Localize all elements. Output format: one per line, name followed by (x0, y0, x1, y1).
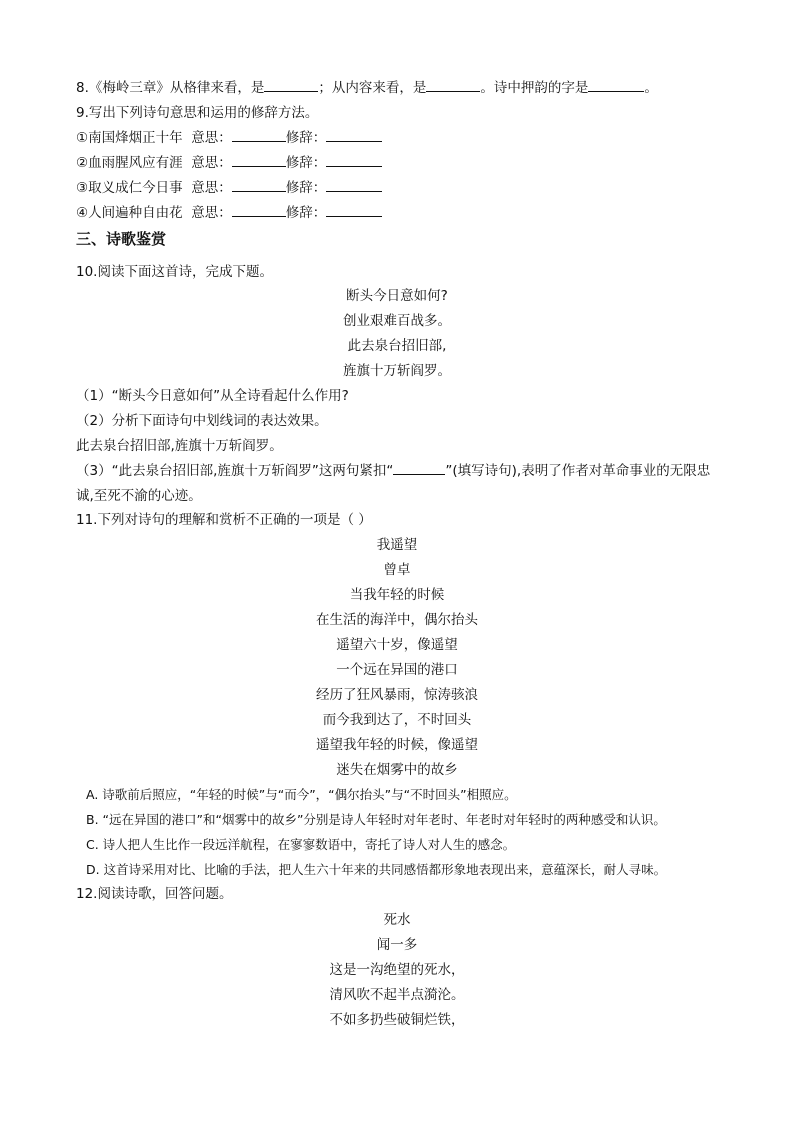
q9-item (76, 129, 382, 147)
q9-item (76, 154, 382, 172)
q11-poem-line: 遥望六十岁，像遥望 (336, 637, 458, 653)
q11-poem-line: 迷失在烟雾中的故乡 (336, 762, 458, 778)
q10-sub3-blank[interactable] (393, 462, 445, 475)
q10-poem-line: 断头今日意如何? (346, 288, 448, 304)
q10-sub3-text-a: （3）“此去泉台招旧部,旌旗十万斩阎罗”这两句紧扣“ (76, 463, 394, 479)
q11-poem-line: 在生活的海洋中，偶尔抬头 (316, 612, 478, 628)
q11-option-c[interactable]: C. 诗人把人生比作一段远洋航程，在寥寥数语中，寄托了诗人对人生的感念。 (86, 837, 516, 852)
q12-poem-author: 闻一多 (376, 937, 418, 953)
q9-rhetoric-label: 修辞： (285, 130, 327, 146)
q11-poem-author: 曾卓 (383, 562, 411, 578)
q8-text-c: 。诗中押韵的字是 (480, 80, 589, 96)
q9-rhetoric-blank[interactable] (326, 204, 382, 217)
q9-rhetoric-label: 修辞： (285, 155, 327, 171)
q9-item (76, 204, 382, 222)
q10-poem-line: 此去泉台招旧部, (347, 338, 447, 354)
q11-title: 11.下列对诗句的理解和赏析不正确的一项是（ ） (76, 512, 372, 528)
q9-meaning-label: 意思： (191, 180, 232, 196)
q12-poem-line: 清风吹不起半点漪沦。 (329, 987, 465, 1003)
q8-blank-rhyme[interactable] (588, 79, 644, 92)
q11-option-b[interactable]: B. “远在异国的港口”和“烟雾中的故乡”分别是诗人年轻时对年老时、年老时对年轻时的两种感受和认识。 (86, 812, 666, 827)
q10-poem-line: 创业艰难百战多。 (343, 313, 451, 329)
q9-meaning-label: 意思： (191, 155, 232, 171)
q9-rhetoric-blank[interactable] (326, 179, 382, 192)
q9-meaning-label: 意思： (191, 130, 232, 146)
q10-sub2: （2）分析下面诗句中划线词的表达效果。 (76, 413, 328, 429)
q9-rhetoric-label: 修辞： (285, 180, 327, 196)
q9-meaning-blank[interactable] (232, 179, 286, 192)
q8-blank-form[interactable] (264, 79, 318, 92)
q12-poem-title: 死水 (383, 912, 411, 928)
q11-poem-line: 而今我到达了，不时回头 (322, 712, 472, 728)
q12-poem-line: 不如多扔些破铜烂铁， (329, 1012, 465, 1028)
q8-line (76, 79, 658, 97)
q10-sub3 (76, 462, 710, 480)
q11-poem-line: 经历了狂风暴雨，惊涛骇浪 (316, 687, 478, 703)
q10-sub1: （1）“断头今日意如何”从全诗看起什么作用? (76, 388, 349, 404)
q9-item-line: ①南国烽烟正十年 (76, 130, 183, 146)
q11-poem-title: 我遥望 (376, 537, 418, 553)
q9-item (76, 179, 382, 197)
q9-title: 9.写出下列诗句意思和运用的修辞方法。 (76, 105, 319, 121)
q8-text-b: ；从内容来看，是 (318, 80, 427, 96)
section-heading: 三、诗歌鉴赏 (76, 230, 167, 248)
q10-sub2-line: 此去泉台招旧部,旌旗十万斩阎罗。 (76, 438, 283, 454)
q9-item-line: ③取义成仁今日事 (76, 180, 183, 196)
q8-blank-content[interactable] (426, 79, 480, 92)
q11-poem-line: 一个远在异国的港口 (336, 662, 458, 678)
q9-rhetoric-blank[interactable] (326, 154, 382, 167)
q11-poem-line: 遥望我年轻的时候，像遥望 (316, 737, 478, 753)
q10-title: 10.阅读下面这首诗，完成下题。 (76, 264, 273, 280)
q9-item-line: ②血雨腥风应有涯 (76, 155, 183, 171)
q11-option-d[interactable]: D. 这首诗采用对比、比喻的手法，把人生六十年来的共同感悟都形象地表现出来，意蕴深长，耐人寻味。 (86, 862, 667, 877)
q9-meaning-blank[interactable] (232, 154, 286, 167)
q11-poem-line: 当我年轻的时候 (349, 587, 445, 603)
q10-poem-line: 旌旗十万斩阎罗。 (343, 363, 451, 379)
q9-meaning-blank[interactable] (232, 204, 286, 217)
q10-sub3-continued: 诚,至死不渝的心迹。 (76, 488, 202, 504)
q9-rhetoric-label: 修辞： (285, 205, 327, 221)
q8-text-d: 。 (644, 80, 658, 96)
q9-rhetoric-blank[interactable] (326, 129, 382, 142)
q11-option-a[interactable]: A. 诗歌前后照应，“年轻的时候”与“而今”，“偶尔抬头”与“不时回头”相照应。 (86, 787, 517, 802)
q12-title: 12.阅读诗歌，回答问题。 (76, 886, 233, 902)
q12-poem-line: 这是一沟绝望的死水， (329, 962, 465, 978)
q9-meaning-label: 意思： (191, 205, 232, 221)
q10-sub3-text-b: ”(填写诗句),表明了作者对革命事业的无限忠 (445, 463, 711, 479)
q9-meaning-blank[interactable] (232, 129, 286, 142)
q8-text-a: 8.《梅岭三章》从格律来看，是 (76, 80, 265, 96)
q9-item-line: ④人间遍种自由花 (76, 205, 183, 221)
